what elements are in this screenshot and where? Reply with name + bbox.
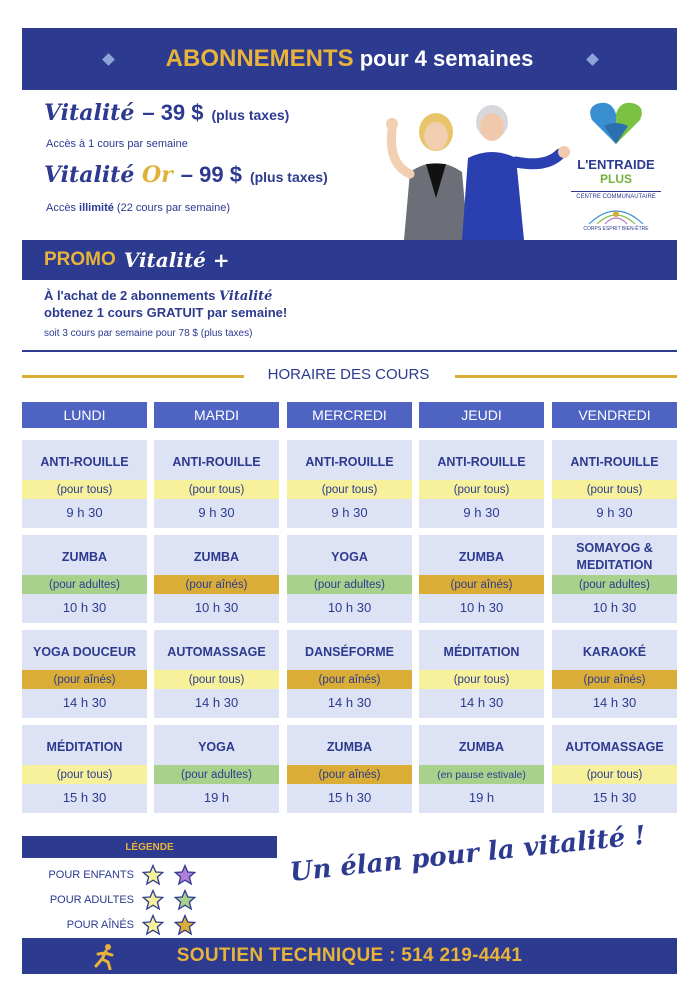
class-cell [419,630,544,718]
class-time: 19 h [203,789,230,805]
promo-line-2: obtenez 1 cours GRATUIT par semaine! [44,305,288,320]
day-header: MERCREDI [287,402,412,428]
diamond-left-icon [102,53,115,66]
entraide-plus-logo [555,100,677,236]
class-name: ZUMBA [458,739,505,754]
schedule-title: HORAIRE DES COURS [267,366,430,383]
plan-name-accent: Or [142,162,173,188]
plan-tax: (plus taxes) [249,169,328,185]
star-icon [142,914,164,936]
legend-label: POUR ENFANTS [48,869,134,881]
class-cell [154,725,279,813]
class-audience: (pour aînés) [287,765,412,784]
class-name: ZUMBA [193,549,240,564]
class-time: 15 h 30 [62,789,107,805]
legend-label: POUR AÎNÉS [66,919,134,931]
class-name: ZUMBA [458,549,505,564]
plan-vitalite-or [44,162,328,188]
class-cell [419,440,544,528]
class-time: 9 h 30 [463,504,500,520]
class-time: 14 h 30 [327,694,372,710]
class-cell [552,535,677,623]
logo-line-3: CENTRE COMMUNAUTAIRE [571,191,661,200]
runner-icon [90,942,118,970]
star-icon [174,914,196,936]
logo-line-4: CORPS ESPRIT BIEN-ÊTRE [583,226,649,232]
class-audience: (pour adultes) [287,575,412,594]
logo-line-1: L'ENTRAIDE [577,157,655,172]
plan-description: Accès à 1 cours par semaine [46,138,188,150]
star-icon [174,864,196,886]
class-cell [154,630,279,718]
class-name: AUTOMASSAGE [167,644,266,659]
class-name: DANSÉFORME [305,644,394,659]
legend-label: POUR ADULTES [49,894,134,906]
class-name: YOGA [331,549,368,564]
class-name: KARAOKÉ [582,644,647,659]
header-title-bold: ABONNEMENTS [165,45,354,72]
header-title-rest: pour 4 semaines [359,46,534,71]
promo-banner [22,240,677,280]
promo-details [44,288,287,339]
class-name: ZUMBA [61,549,108,564]
promo-brand: Vitalité + [123,248,230,272]
promo-label: PROMO [44,249,116,270]
legend-row [40,864,230,886]
class-audience: (pour adultes) [154,765,279,784]
class-time: 9 h 30 [596,504,633,520]
day-header: MARDI [154,402,279,428]
class-cell [552,630,677,718]
class-audience: (pour tous) [287,480,412,499]
class-time: 10 h 30 [459,599,504,615]
class-name: ANTI-ROUILLE [437,454,526,469]
plan-name: Vitalité [44,100,135,126]
class-audience: (pour tous) [552,480,677,499]
plan-name: Vitalité Or [44,162,173,188]
class-audience: (pour aînés) [287,670,412,689]
support-phone: SOUTIEN TECHNIQUE : 514 219-4441 [176,945,523,966]
class-audience: (pour aînés) [552,670,677,689]
slogan: Un élan pour la vitalité ! [288,820,648,888]
class-time: 15 h 30 [327,789,372,805]
class-cell [287,630,412,718]
star-icon [174,889,196,911]
class-name: AUTOMASSAGE [565,739,664,754]
class-name: MÉDITATION [46,739,123,754]
class-audience: (pour tous) [419,480,544,499]
class-cell [22,630,147,718]
class-cell [552,440,677,528]
class-name: ZUMBA [326,739,373,754]
class-time: 19 h [468,789,495,805]
class-time: 10 h 30 [62,599,107,615]
section-divider [22,350,677,352]
class-cell [22,535,147,623]
class-audience: (pour tous) [154,480,279,499]
class-name: YOGA [198,739,235,754]
class-time: 10 h 30 [194,599,239,615]
class-cell [154,440,279,528]
class-audience: (pour adultes) [552,575,677,594]
two-women-photo [374,102,574,240]
class-audience: (pour tous) [552,765,677,784]
class-cell [552,725,677,813]
class-audience: (pour aînés) [22,670,147,689]
class-name: ANTI-ROUILLE [305,454,394,469]
day-header: JEUDI [419,402,544,428]
legend-title: LÉGENDE [22,836,277,858]
class-time: 14 h 30 [592,694,637,710]
plan-description: Accès illimité (22 cours par semaine) [46,202,231,214]
logo-line-2: PLUS [599,172,632,186]
plan-price: – 39 $ [142,100,204,125]
class-time: 14 h 30 [459,694,504,710]
class-cell [287,725,412,813]
class-name: ANTI-ROUILLE [40,454,129,469]
class-time: 9 h 30 [198,504,235,520]
promo-line-1: À l'achat de 2 abonnements Vitalité [44,288,273,304]
class-time: 15 h 30 [592,789,637,805]
mandala-icon [581,204,651,226]
plan-vitalite [44,100,289,126]
class-time: 14 h 30 [62,694,107,710]
class-cell [287,535,412,623]
class-cell [419,725,544,813]
class-name: SOMAYOG & MEDITATION [576,541,653,572]
day-header: VENDREDI [552,402,677,428]
class-audience: (en pause estivale) [419,765,544,784]
subscriptions-header [22,28,677,90]
class-name: YOGA DOUCEUR [32,644,136,659]
subscription-plans [22,90,677,240]
class-name: MÉDITATION [443,644,520,659]
class-name: ANTI-ROUILLE [570,454,659,469]
class-audience: (pour tous) [22,765,147,784]
class-time: 14 h 30 [194,694,239,710]
title-line-right [455,375,677,378]
class-name: ANTI-ROUILLE [172,454,261,469]
class-time: 9 h 30 [66,504,103,520]
promo-line-3: soit 3 cours par semaine pour 78 $ (plus taxes) [44,328,253,339]
class-audience: (pour tous) [22,480,147,499]
star-icon [142,889,164,911]
class-time: 10 h 30 [592,599,637,615]
class-audience: (pour tous) [154,670,279,689]
support-footer [22,938,677,974]
plan-price: – 99 $ [180,162,242,187]
diamond-right-icon [586,53,599,66]
legend-row [40,914,230,936]
class-audience: (pour tous) [419,670,544,689]
star-icon [142,864,164,886]
class-cell [22,725,147,813]
legend-row [40,889,230,911]
class-cell [154,535,279,623]
class-time: 10 h 30 [327,599,372,615]
class-cell [287,440,412,528]
class-audience: (pour aînés) [154,575,279,594]
plan-tax: (plus taxes) [211,107,290,123]
heart-logo-icon [586,100,646,146]
class-audience: (pour adultes) [22,575,147,594]
class-time: 9 h 30 [331,504,368,520]
day-header: LUNDI [22,402,147,428]
class-cell [22,440,147,528]
class-cell [419,535,544,623]
class-audience: (pour aînés) [419,575,544,594]
